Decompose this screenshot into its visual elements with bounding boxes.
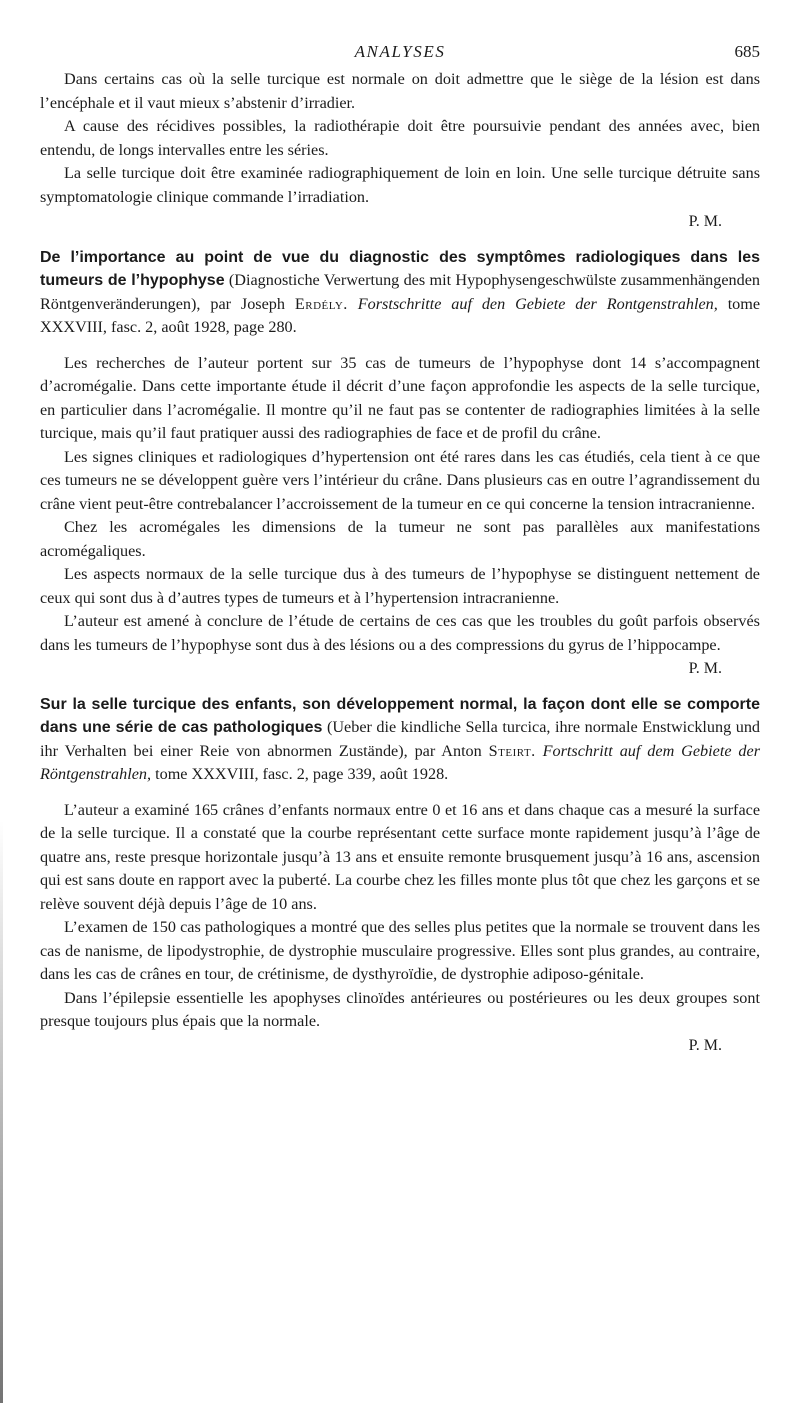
article-original-title: (Ueber die kindliche Sella turcica, ihre normale Enstwicklung und ihr Verhalten bei einer Reie von abnormen Zuständе), par Anton [40, 718, 761, 760]
article-journal: Forstschritte auf den Gebiete der Rontgenstrahlen, [357, 294, 718, 313]
article-body [40, 352, 760, 681]
article-title: De l’importance au point de vue du diagnostic des symptômes radiologiques dans les tumeurs de l’hypophyse [40, 248, 760, 289]
article-author: Erdély. [294, 294, 348, 313]
continuation-section [40, 68, 760, 234]
article-original-title: (Diagnostiche Verwertung des mit Hypophysengeschwülste zusammenhängenden Röntgenveränderungen), par Joseph [40, 271, 761, 313]
running-title: ANALYSES [354, 42, 446, 61]
article-title: Sur la selle turcique des enfants, son développement normal, la façon dont elle se comporte dans une série de cas pathologiques [40, 695, 760, 736]
paragraph: Les aspects normaux de la selle turcique dus à des tumeurs de l’hypophyse se distinguent nettement de ceux qui sont dus à d’autres types de tumeurs et à l’hypertension intracranienne. [40, 565, 760, 607]
signature: P. M. [688, 660, 722, 677]
article-heading [40, 246, 760, 340]
article-erdely [40, 246, 760, 681]
article-steirt [40, 693, 760, 1058]
running-head [40, 38, 760, 68]
scan-edge-shadow [0, 820, 3, 1403]
paragraph: L’auteur est amené à conclure de l’étude de certains de ces cas que les troubles du goût parfois observés dans les tumeurs de l’hypophyse sont dus à des lésions ou a des compressions du gyrus de l’hippocampe. [40, 612, 760, 654]
paragraph: Dans l’épilepsie essentielle les apophyses clinoïdes antérieures ou postérieures ou les deux groupes sont presque toujours plus épais que la normale. [40, 988, 760, 1030]
paragraph: A cause des récidives possibles, la radiothérapie doit être poursuivie pendant des années avec, bien entendu, de longs intervalles entre les séries. [40, 117, 760, 159]
signature: P. M. [688, 1036, 722, 1054]
paragraph: L’auteur a examiné 165 crânes d’enfants normaux entre 0 et 16 ans et dans chaque cas a mesuré la surface de la selle turcique. Il a constaté que la courbe représentant cette surface monte rapidement jusqu’à l’âge de quatre ans, reste presque horizontale jusqu’à 13 ans et ensuite remonte brusquement jusqu’à 16 ans, ascension qui est sans doute en rapport avec la puberté. La courbe chez les filles monte plus tôt que chez les garçons et se relève souvent déjà depuis l’âge de 10 ans. [40, 800, 760, 913]
article-heading [40, 693, 760, 787]
article-reference: tome XXXVIII, fasc. 2, page 339, août 1928. [155, 765, 449, 783]
paragraph: Les recherches de l’auteur portent sur 35 cas de tumeurs de l’hypophyse dont 14 s’accompagnent d’acromégalie. Dans cette importante étude il décrit d’une façon approfondie les aspects de la selle turcique, en particulier dans l’acromégalie. Il montre qu’il ne faut pas se contenter de radiographies limitées à la selle turcique, mais qu’il faut pratiquer aussi des radiographies de face et de profil du crâne. [40, 353, 760, 442]
article-journal: Fortschritt auf dem Gebiete der Röntgenstrahlen, [40, 741, 761, 783]
paragraph: La selle turcique doit être examinée radiographiquement de loin en loin. Une selle turcique détruite sans symptomatologie clinique commande l’irradiation. [40, 164, 760, 206]
article-body [40, 799, 760, 1058]
paragraph: Les signes cliniques et radiologiques d’hypertension ont été rares dans les cas étudiés, cela tient à ce que ces tumeurs ne se développent guère vers l’intérieur du crâne. Dans plusieurs cas en outre l’agrandissement du crâne vient peut-être contrebalancer l’accroissement de la tumeur en ce qui concerne la tension intracranienne. [40, 447, 760, 513]
signature: P. M. [688, 213, 722, 230]
article-author: Steirt. [488, 741, 536, 760]
article-reference: tome XXXVIII, fasc. 2, août 1928, page 280. [40, 294, 761, 336]
page-number: 685 [734, 42, 760, 61]
paragraph: Dans certains cas où la selle turcique est normale on doit admettre que le siège de la lésion est dans l’encéphale et il vaut mieux s’abstenir d’irradier. [40, 70, 760, 112]
paragraph: L’examen de 150 cas pathologiques a montré que des selles plus petites que la normale se trouvent dans les cas de nanisme, de lipodystrophie, de dystrophie musculaire progressive. Elles sont plus grandes, au contraire, dans les cas de crânes en tour, de crétinisme, de dysthyroïdie, de dystrophie adiposo-génitale. [40, 918, 760, 983]
paragraph: Chez les acromégales les dimensions de la tumeur ne sont pas parallèles aux manifestations acromégaliques. [40, 518, 760, 560]
